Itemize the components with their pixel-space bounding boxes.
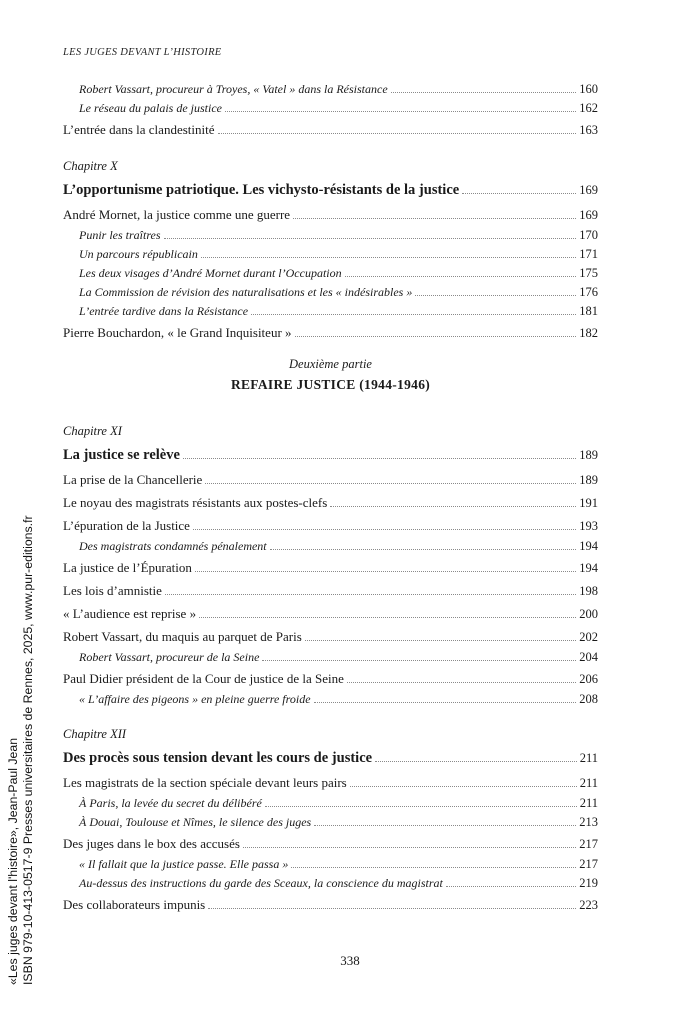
toc-entry-title: « Il fallait que la justice passe. Elle passa » [79, 857, 289, 871]
dot-leader [291, 867, 576, 868]
toc-entry-title: La justice de l’Épuration [63, 560, 192, 575]
chapter-page: 189 [579, 448, 598, 462]
toc-entry[interactable] [63, 468, 598, 491]
toc-entry-title: Le réseau du palais de justice [79, 101, 222, 115]
toc-entry-page: 194 [579, 561, 598, 575]
toc-entry[interactable] [63, 579, 598, 602]
toc-entry[interactable] [63, 491, 598, 514]
toc-entry[interactable] [63, 893, 598, 916]
side-credit-line: «Les juges devant l'histoire», Jean-Paul Jean [6, 737, 20, 985]
toc-entry[interactable] [63, 771, 598, 794]
dot-leader [347, 682, 576, 683]
dot-leader [183, 458, 576, 459]
toc-entry-page: 193 [579, 519, 598, 533]
toc-entry-title: L’entrée tardive dans la Résistance [79, 304, 249, 318]
toc-entry[interactable] [63, 283, 598, 302]
chapter-page: 211 [579, 751, 598, 765]
part-title: REFAIRE JUSTICE (1944-1946) [230, 377, 431, 392]
dot-leader [295, 336, 577, 337]
toc-entry-page: 175 [579, 266, 598, 280]
toc-entry-page: 208 [579, 692, 598, 706]
toc-entry-title: « L’audience est reprise » [63, 606, 197, 621]
side-credit [6, 515, 36, 985]
toc-entry[interactable] [63, 874, 598, 893]
toc-entry-page: 202 [579, 630, 598, 644]
dot-leader [305, 640, 576, 641]
toc-entry-title: À Douai, Toulouse et Nîmes, le silence des juges [79, 815, 312, 829]
dot-leader [218, 133, 577, 134]
dot-leader [350, 786, 577, 787]
toc-entry-page: 204 [579, 650, 598, 664]
dot-leader [391, 92, 577, 93]
dot-leader [201, 257, 576, 258]
chapter-label: Chapitre X [63, 159, 118, 173]
toc-entry-title: Le noyau des magistrats résistants aux postes-clefs [63, 495, 328, 510]
toc-entry-page: 194 [579, 539, 598, 553]
toc-entry-page: 219 [579, 876, 598, 890]
dot-leader [193, 529, 576, 530]
dot-leader [446, 886, 576, 887]
toc-entry[interactable] [63, 302, 598, 321]
table-of-contents [63, 80, 598, 916]
toc-entry[interactable] [63, 625, 598, 648]
toc-entry-page: 217 [579, 857, 598, 871]
toc-entry-title: Les lois d’amnistie [63, 583, 162, 598]
toc-entry[interactable] [63, 537, 598, 556]
toc-entry-title: Robert Vassart, procureur à Troyes, « Vatel » dans la Résistance [79, 82, 388, 96]
toc-entry-title: Les magistrats de la section spéciale devant leurs pairs [63, 775, 347, 790]
toc-entry[interactable] [63, 690, 598, 709]
chapter-title-entry[interactable] [63, 745, 598, 771]
dot-leader [330, 506, 576, 507]
toc-entry-page: 163 [579, 123, 598, 137]
toc-entry-title: La Commission de révision des naturalisations et les « indésirables » [79, 285, 413, 299]
part-label: Deuxième partie [289, 357, 372, 371]
dot-leader [251, 314, 576, 315]
dot-leader [415, 295, 576, 296]
dot-leader [199, 617, 576, 618]
toc-entry-page: 213 [579, 815, 598, 829]
toc-entry-title: Punir les traîtres [79, 228, 161, 242]
toc-entry-page: 206 [579, 672, 598, 686]
toc-entry-title: Des juges dans le box des accusés [63, 836, 240, 851]
toc-entry-title: À Paris, la levée du secret du délibéré [79, 796, 262, 810]
chapter-title: Des procès sous tension devant les cours de justice [63, 750, 373, 766]
dot-leader [208, 908, 576, 909]
dot-leader [270, 549, 577, 550]
toc-entry[interactable] [63, 602, 598, 625]
chapter-title-entry[interactable] [63, 442, 598, 468]
toc-entry-page: 176 [579, 285, 598, 299]
toc-entry-title: « L’affaire des pigeons » en pleine guerre froide [79, 692, 311, 706]
dot-leader [225, 111, 576, 112]
chapter-title-entry[interactable] [63, 177, 598, 203]
dot-leader [195, 571, 576, 572]
toc-entry-page: 217 [579, 837, 598, 851]
page-number: 338 [340, 953, 360, 968]
toc-entry-title: Pierre Bouchardon, « le Grand Inquisiteur » [63, 325, 292, 340]
toc-entry[interactable] [63, 556, 598, 579]
toc-entry[interactable] [63, 321, 598, 344]
toc-entry[interactable] [63, 118, 598, 141]
toc-entry-title: Robert Vassart, du maquis au parquet de Paris [63, 629, 302, 644]
running-header: LES JUGES DEVANT L’HISTOIRE [63, 47, 222, 58]
toc-entry[interactable] [63, 794, 598, 813]
dot-leader [165, 594, 576, 595]
toc-entry[interactable] [63, 813, 598, 832]
chapter-title: L’opportunisme patriotique. Les vichysto-résistants de la justice [63, 182, 460, 198]
toc-entry-page: 160 [579, 82, 598, 96]
toc-entry-page: 171 [579, 247, 598, 261]
dot-leader [375, 761, 577, 762]
dot-leader [293, 218, 576, 219]
toc-entry[interactable] [63, 245, 598, 264]
toc-entry-title: André Mornet, la justice comme une guerre [63, 207, 291, 222]
toc-entry-page: 211 [579, 796, 598, 810]
toc-entry-title: Robert Vassart, procureur de la Seine [79, 650, 260, 664]
dot-leader [262, 660, 576, 661]
toc-entry-title: Au-dessus des instructions du garde des Sceaux, la conscience du magistrat [79, 876, 443, 890]
toc-entry[interactable] [63, 855, 598, 874]
dot-leader [345, 276, 577, 277]
chapter-label: Chapitre XI [63, 424, 122, 438]
toc-entry-page: 223 [579, 898, 598, 912]
toc-entry[interactable] [63, 648, 598, 667]
toc-entry[interactable] [63, 667, 598, 690]
toc-entry[interactable] [63, 203, 598, 226]
chapter-page: 169 [579, 183, 598, 197]
toc-entry-title: Un parcours républicain [79, 247, 198, 261]
toc-entry[interactable] [63, 80, 598, 99]
toc-entry-page: 191 [579, 496, 598, 510]
dot-leader [205, 483, 576, 484]
dot-leader [314, 702, 577, 703]
toc-entry[interactable] [63, 514, 598, 537]
toc-entry[interactable] [63, 264, 598, 283]
toc-entry[interactable] [63, 99, 598, 118]
toc-entry-page: 181 [579, 304, 598, 318]
toc-entry-page: 170 [579, 228, 598, 242]
toc-entry-title: L’entrée dans la clandestinité [63, 122, 215, 137]
toc-entry-title: Des collaborateurs impunis [63, 897, 206, 912]
dot-leader [462, 193, 576, 194]
part-heading [63, 354, 598, 396]
toc-entry-page: 162 [579, 101, 598, 115]
toc-entry[interactable] [63, 832, 598, 855]
dot-leader [164, 238, 577, 239]
dot-leader [243, 847, 576, 848]
toc-entry-page: 211 [579, 776, 598, 790]
dot-leader [265, 806, 577, 807]
toc-entry-page: 198 [579, 584, 598, 598]
chapter-title: La justice se relève [63, 447, 180, 463]
toc-entry-page: 182 [579, 326, 598, 340]
toc-entry-title: L’épuration de la Justice [63, 518, 190, 533]
toc-entry-page: 169 [579, 208, 598, 222]
toc-entry[interactable] [63, 226, 598, 245]
toc-entry-page: 189 [579, 473, 598, 487]
toc-entry-title: Paul Didier président de la Cour de justice de la Seine [63, 671, 344, 686]
toc-entry-title: La prise de la Chancellerie [63, 472, 203, 487]
toc-entry-title: Les deux visages d’André Mornet durant l’Occupation [79, 266, 342, 280]
toc-entry-title: Des magistrats condamnés pénalement [79, 539, 267, 553]
chapter-label: Chapitre XII [63, 727, 127, 741]
dot-leader [314, 825, 576, 826]
side-credit-line: ISBN 979-10-413-0517-9 Presses universitaires de Rennes, 2025, www.pur-editions.fr [21, 515, 35, 985]
toc-entry-page: 200 [579, 607, 598, 621]
